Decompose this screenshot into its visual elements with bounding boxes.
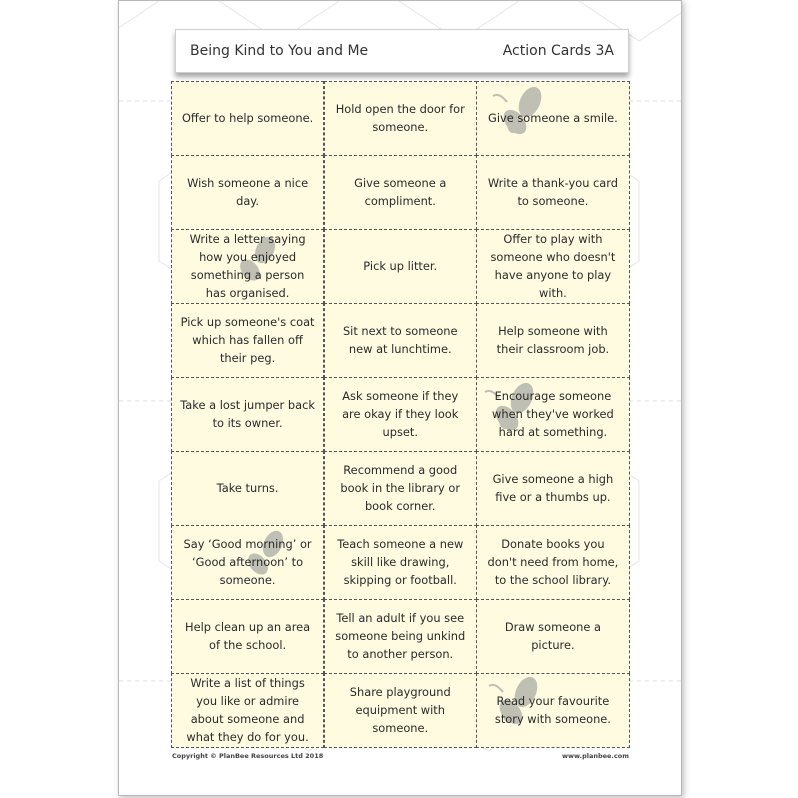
action-card-text: Tell an adult if you see someone being unkind to another person. [335, 611, 466, 662]
action-card-text: Write a thank-you card to someone. [487, 176, 619, 209]
worksheet-subtitle: Action Cards 3A [502, 43, 614, 59]
action-card-text: Pick up someone's coat which has fallen off their peg. [180, 315, 315, 366]
action-card [476, 451, 629, 526]
action-card [324, 525, 477, 600]
action-card-text: Help clean up an area of the school. [185, 620, 311, 653]
action-card-text: Take a lost jumper back to its owner. [180, 398, 315, 431]
action-card [171, 451, 324, 526]
action-card-text: Read your favourite story with someone. [494, 694, 611, 727]
action-card-text: Write a list of things you like or admire about someone and what they do for you. [186, 676, 309, 745]
action-card-text: Teach someone a new skill like drawing, skipping or football. [337, 537, 464, 588]
action-card [476, 155, 629, 230]
action-card [476, 377, 629, 452]
action-card [171, 525, 324, 600]
action-card-text: Pick up litter. [363, 259, 438, 274]
action-card [324, 377, 477, 452]
action-card [171, 229, 324, 304]
action-card-text: Sit next to someone new at lunchtime. [342, 324, 458, 357]
action-card-text: Say ‘Good morning’ or ‘Good afternoon’ to someone. [183, 537, 312, 588]
action-card-text: Wish someone a nice day. [187, 176, 309, 209]
action-card [324, 155, 477, 230]
action-card [171, 599, 324, 674]
action-card-text: Offer to help someone. [181, 111, 314, 126]
action-card-text: Offer to play with someone who doesn't have anyone to play with. [490, 232, 616, 301]
action-card [171, 303, 324, 378]
action-card-text: Give someone a smile. [488, 111, 618, 126]
action-card-text: Donate books you don't need from home, to the school library. [487, 537, 619, 588]
action-card-text: Give someone a high five or a thumbs up. [492, 472, 614, 505]
action-card-text: Draw someone a picture. [504, 620, 601, 653]
action-card [171, 377, 324, 452]
action-card [324, 229, 477, 304]
action-card-text: Give someone a compliment. [354, 176, 447, 209]
worksheet-header [175, 29, 629, 73]
action-card-text: Write a letter saying how you enjoyed something a person has organised. [189, 232, 306, 301]
action-card-text: Take turns. [216, 481, 279, 496]
action-card-text: Hold open the door for someone. [335, 102, 465, 135]
action-cards-grid [171, 81, 629, 747]
action-card-text: Share playground equipment with someone. [349, 685, 451, 736]
action-card [324, 451, 477, 526]
action-card [324, 81, 477, 156]
action-card [476, 673, 629, 748]
action-card [324, 599, 477, 674]
action-card [476, 599, 629, 674]
action-card [476, 303, 629, 378]
action-card-text: Help someone with their classroom job. [496, 324, 610, 357]
action-card-text: Encourage someone when they've worked hard at something. [492, 389, 614, 440]
worksheet [118, 0, 682, 796]
action-card [171, 81, 324, 156]
action-card [171, 155, 324, 230]
action-card [324, 303, 477, 378]
action-card [324, 673, 477, 748]
worksheet-title: Being Kind to You and Me [190, 43, 369, 59]
action-card [476, 229, 629, 304]
copyright-notice: Copyright © PlanBee Resources Ltd 2018 [172, 752, 324, 760]
action-card [171, 673, 324, 748]
action-card [476, 525, 629, 600]
action-card-text: Ask someone if they are okay if they look upset. [342, 389, 459, 440]
action-card [476, 81, 629, 156]
website-link[interactable]: www.planbee.com [562, 752, 629, 760]
action-card-text: Recommend a good book in the library or book corner. [340, 463, 461, 514]
